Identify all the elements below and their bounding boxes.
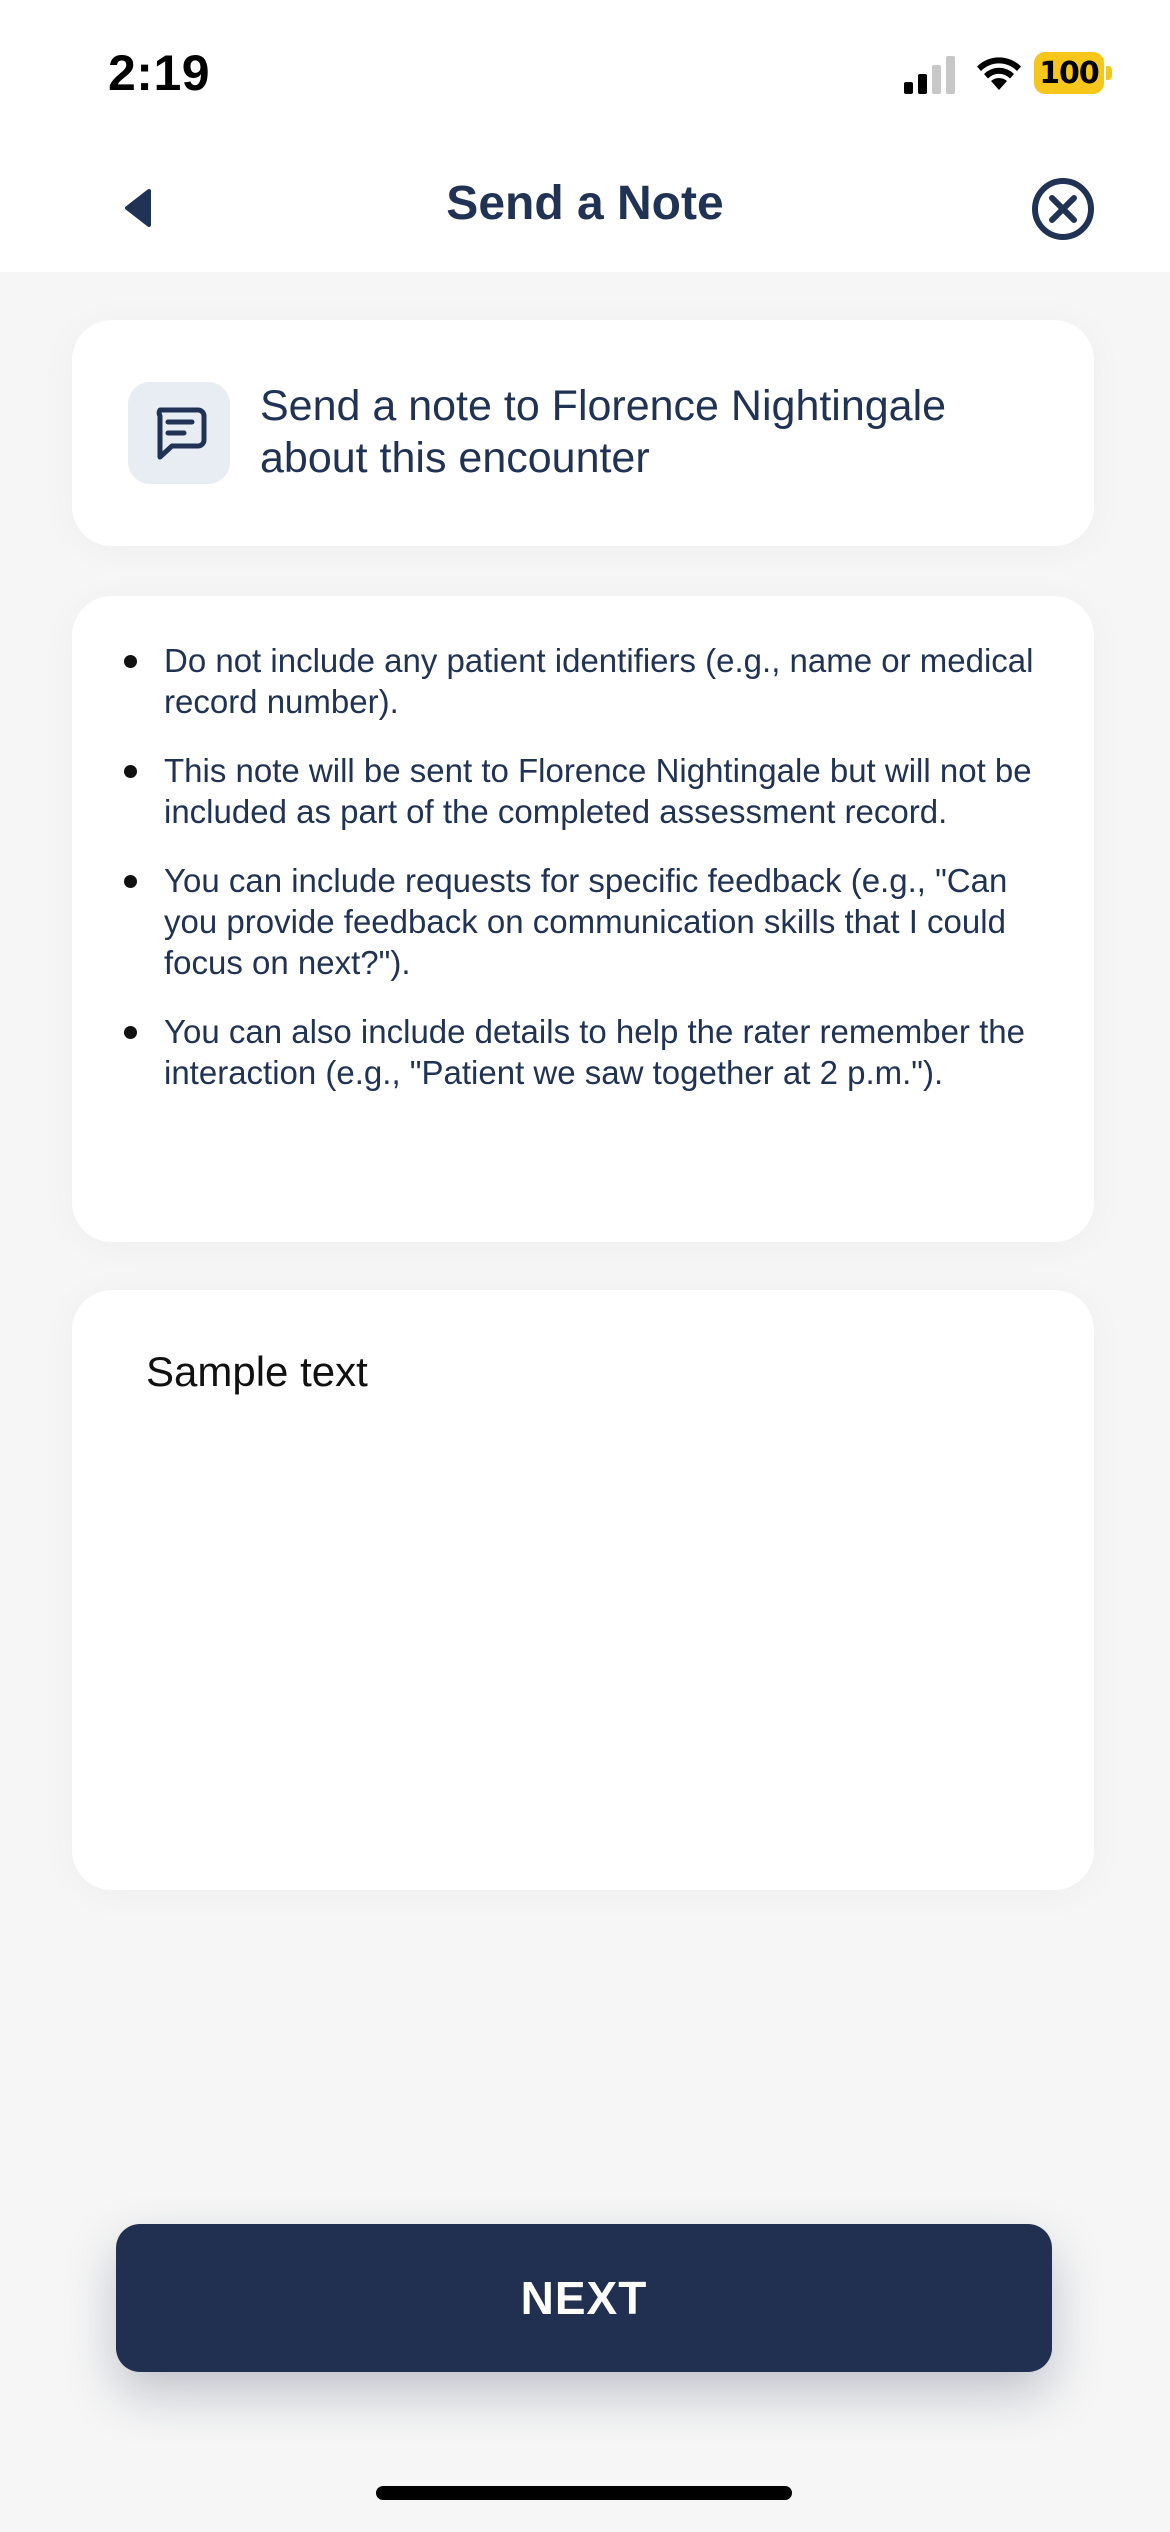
recipient-text: Send a note to Florence Nightingale about this encounter (260, 382, 947, 482)
battery-tip (1106, 66, 1112, 80)
message-icon (150, 404, 208, 462)
guideline-item: You can include requests for specific feedback (e.g., "Can you provide feedback on communication skills that I could focus on next?"). (164, 860, 1044, 983)
next-button[interactable]: NEXT (116, 2224, 1052, 2372)
note-text-input[interactable] (146, 1346, 1026, 1846)
note-card (72, 1290, 1094, 1890)
battery-level: 100 (1034, 52, 1104, 94)
guideline-item: This note will be sent to Florence Nightingale but will not be included as part of the completed assessment record. (164, 750, 1044, 832)
status-time: 2:19 (108, 45, 211, 101)
battery-indicator (1034, 52, 1112, 94)
message-icon-container (128, 382, 230, 484)
guidelines-card (72, 596, 1094, 1242)
cellular-signal-icon (902, 54, 958, 94)
close-button[interactable] (1030, 176, 1096, 242)
header-bar (0, 140, 1170, 272)
guideline-item: You can also include details to help the rater remember the interaction (e.g., "Patient we saw together at 2 p.m."). (164, 1011, 1044, 1093)
guidelines-list (164, 640, 1044, 1121)
page-title: Send a Note (446, 177, 724, 230)
recipient-card (72, 320, 1094, 546)
wifi-icon (975, 52, 1023, 92)
guideline-item: Do not include any patient identifiers (e.g., name or medical record number). (164, 640, 1044, 722)
status-bar (0, 0, 1170, 140)
home-indicator (376, 2486, 792, 2500)
